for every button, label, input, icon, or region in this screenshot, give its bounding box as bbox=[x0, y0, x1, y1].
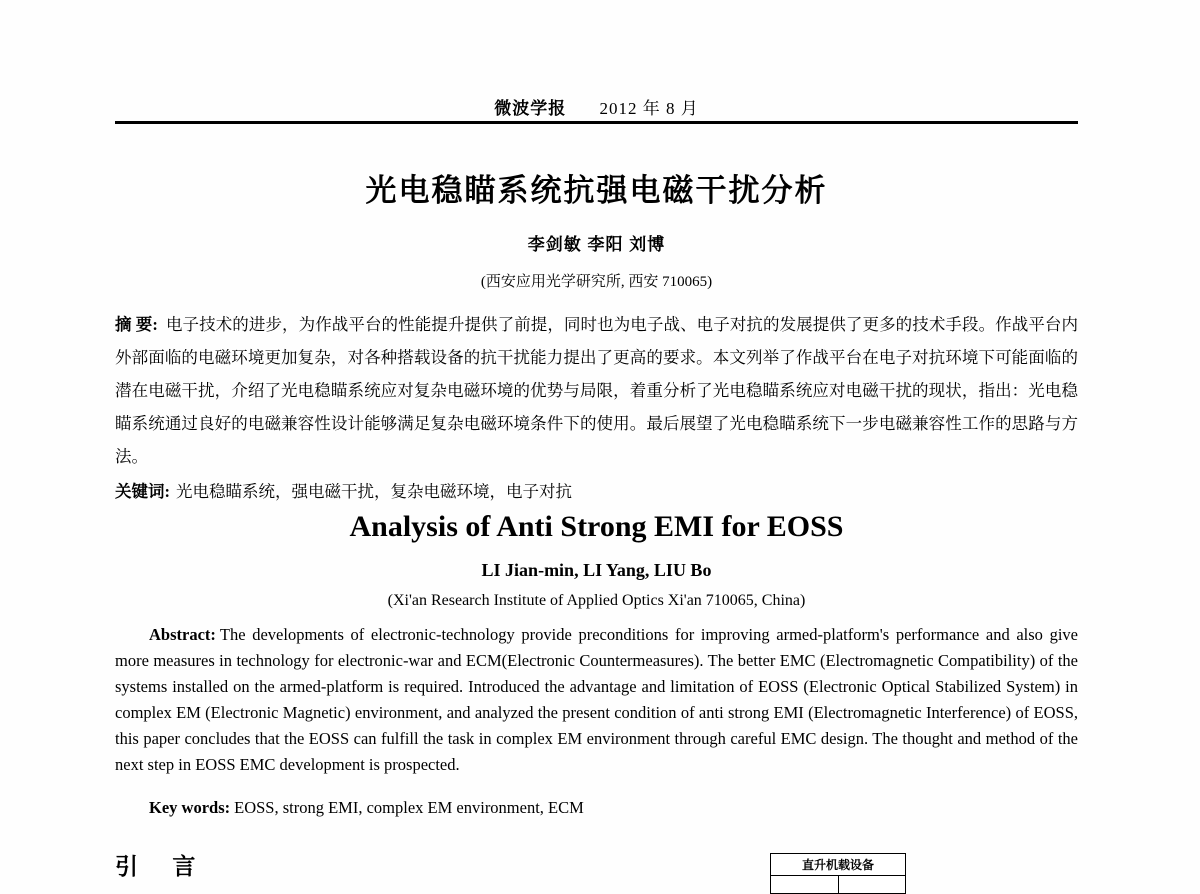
english-abstract-label: Abstract: bbox=[149, 625, 216, 644]
chinese-title: 光电稳瞄系统抗强电磁干扰分析 bbox=[365, 173, 828, 208]
chinese-keywords-label: 关键词: bbox=[115, 482, 170, 501]
journal-header bbox=[115, 94, 1078, 119]
header-rule bbox=[115, 121, 1078, 124]
journal-issue-date: 2012 年 8 月 bbox=[599, 99, 699, 118]
chinese-keywords-text: 光电稳瞄系统，强电磁干扰，复杂电磁环境，电子对抗 bbox=[176, 482, 572, 501]
chinese-authors: 李剑敏 李阳 刘博 bbox=[527, 235, 666, 254]
figure-box-partial-row bbox=[771, 876, 905, 894]
english-abstract-text: The developments of electronic-technology provide preconditions for improving armed-platform's performance and also give more measures in technology for electronic-war and ECM(Electronic Countermeasures). The better EMC (Electromagnetic Compatibility) of the systems installed on the armed-platform is required. Introduced the advantage and limitation of EOSS (Electronic Optical Stabilized System) in complex EM (Electronic Magnetic) environment, and analyzed the present condition of anti strong EMI (Electromagnetic Interference) of EOSS, this paper concludes that the EOSS can fulfill the task in complex EM environment through careful EMC design. The thought and method of the next step in EOSS EMC development is prospected. bbox=[115, 625, 1078, 774]
figure-box-partial-cell-left bbox=[771, 876, 838, 893]
english-keywords-text: EOSS, strong EMI, complex EM environment, ECM bbox=[234, 798, 584, 817]
chinese-keywords bbox=[115, 478, 1078, 502]
english-abstract bbox=[115, 622, 1078, 778]
journal-name: 微波学报 bbox=[494, 99, 567, 118]
figure-box-partial-cell-right bbox=[838, 876, 906, 893]
section-heading-introduction: 引 言 bbox=[115, 853, 210, 879]
figure-table-fragment bbox=[770, 853, 906, 894]
english-keywords bbox=[115, 798, 1078, 818]
figure-box-label: 直升机载设备 bbox=[771, 854, 905, 876]
english-authors: LI Jian-min, LI Yang, LIU Bo bbox=[481, 560, 712, 580]
chinese-abstract-text: 电子技术的进步，为作战平台的性能提升提供了前提，同时也为电子战、电子对抗的发展提供了更多的技术手段。作战平台内外部面临的电磁环境更加复杂，对各种搭载设备的抗干扰能力提出了更高的要求。本文列举了作战平台在电子对抗环境下可能面临的潜在电磁干扰，介绍了光电稳瞄系统应对复杂电磁环境的优势与局限，着重分析了光电稳瞄系统应对电磁干扰的现状，指出：光电稳瞄系统通过良好的电磁兼容性设计能够满足复杂电磁环境条件下的使用。最后展望了光电稳瞄系统下一步电磁兼容性工作的思路与方法。 bbox=[115, 315, 1078, 466]
chinese-abstract-label: 摘 要: bbox=[115, 315, 158, 334]
english-affiliation: (Xi'an Research Institute of Applied Optics Xi'an 710065, China) bbox=[387, 592, 806, 609]
chinese-affiliation: (西安应用光学研究所, 西安 710065) bbox=[480, 274, 713, 290]
english-keywords-label: Key words: bbox=[149, 798, 231, 817]
chinese-abstract bbox=[115, 308, 1078, 473]
english-title: Analysis of Anti Strong EMI for EOSS bbox=[349, 510, 844, 543]
